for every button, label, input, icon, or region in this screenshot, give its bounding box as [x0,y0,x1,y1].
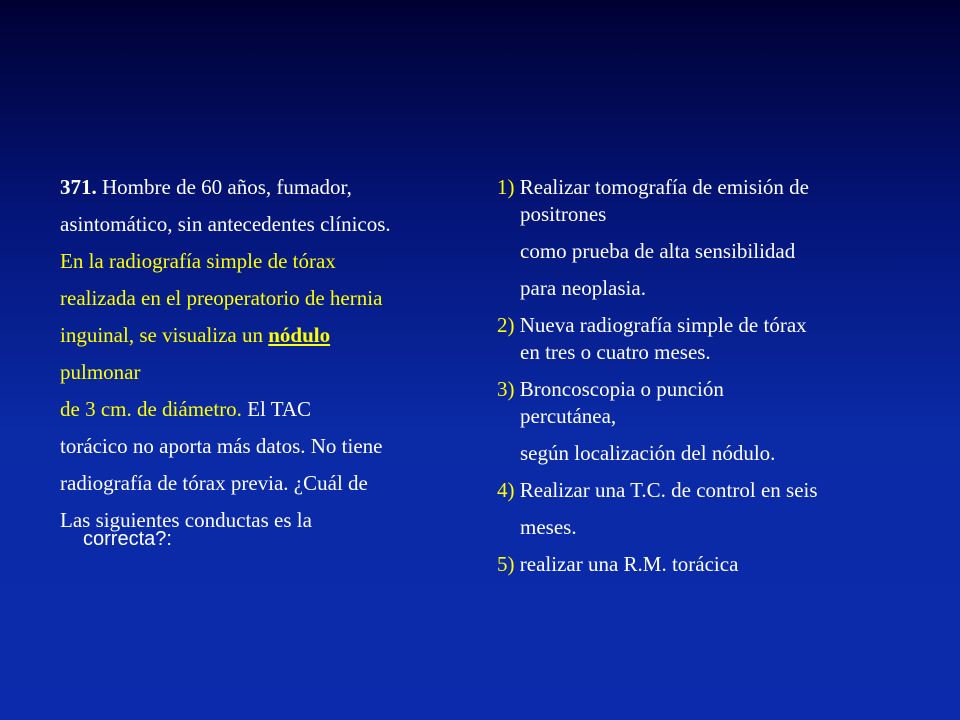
option-2-number: 2) [497,313,515,337]
question-line-5: inguinal, se visualiza un nódulo [60,323,331,347]
question-line-6: pulmonar [60,360,141,384]
option-1-line-2: positrones [520,202,607,226]
option-5-line-1: 5) realizar una R.M. torácica [497,552,739,576]
option-1-number: 1) [497,175,515,199]
option-5-number: 5) [497,552,515,576]
question-line-8: torácico no aporta más datos. No tiene [60,434,383,458]
option-1-line-1: 1) Realizar tomografía de emisión de [497,175,809,199]
question-line-7: de 3 cm. de diámetro. El TAC [60,397,312,421]
option-1-line-4: para neoplasia. [520,276,646,300]
option-4-line-1: 4) Realizar una T.C. de control en seis [497,478,818,502]
option-3-line-3: según localización del nódulo. [520,441,776,465]
keyword-nodulo: nódulo [268,323,331,347]
question-line-4: realizada en el preoperatorio de hernia [60,286,383,310]
option-3-number: 3) [497,377,515,401]
question-line-3: En la radiografía simple de tórax [60,249,336,273]
option-4-number: 4) [497,478,515,502]
question-number: 371. [60,175,97,199]
option-2-line-2: en tres o cuatro meses. [520,340,711,364]
option-2-line-1: 2) Nueva radiografía simple de tórax [497,313,807,337]
option-3-line-2: percutánea, [520,404,617,428]
question-line-9: radiografía de tórax previa. ¿Cuál de [60,471,368,495]
question-line-10: Las siguientes conductas es la [60,508,312,532]
option-1-line-3: como prueba de alta sensibilidad [520,239,796,263]
option-4-line-2: meses. [520,515,577,539]
question-line-1: 371. Hombre de 60 años, fumador, [60,175,352,199]
question-line-2: asintomático, sin antecedentes clínicos. [60,212,391,236]
question-line-11: correcta?: [83,528,172,550]
option-3-line-1: 3) Broncoscopia o punción [497,377,724,401]
